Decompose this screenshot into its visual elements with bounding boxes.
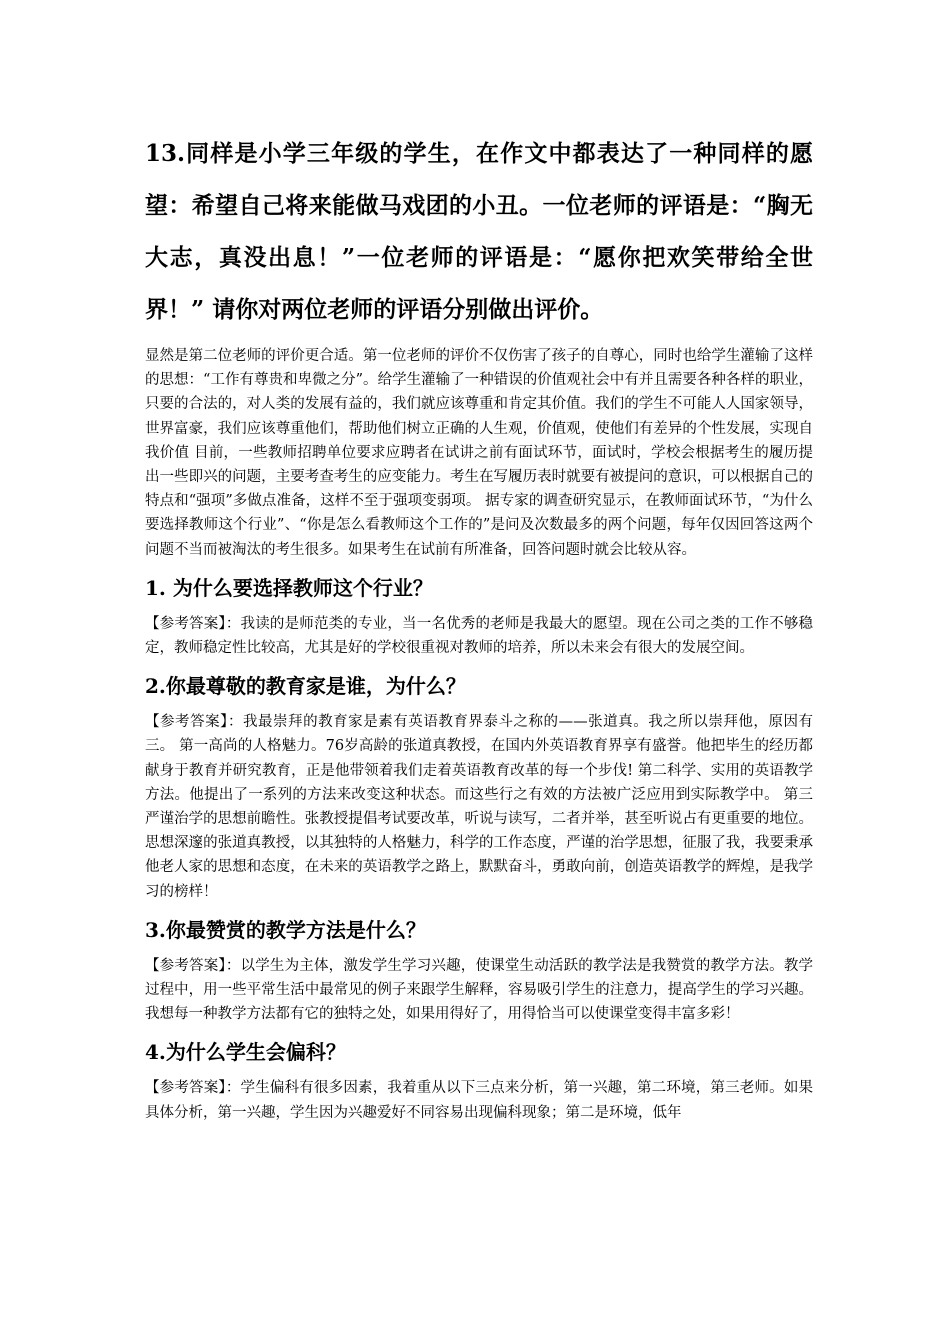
answer-text: ：我最崇拜的教育家是素有英语教育界泰斗之称的——张道真。我之所以崇拜他，原因有三。 第一高尚的人格魅力。76岁高龄的张道真教授，在国内外英语教育界享有盛誉。他把毕生的经历都献身于教育并研究教育，正是他带领着我们走着英语教育改革的每一个步伐! 第二科学、实用的英语教学方法。他提出了一系列的方法来改变这种状态。而这些行之有效的方法被广泛应用到实际教学中。 第三严谨治学的思想前瞻性。张教授提倡考试要改革，听说与读写，二者并举，甚至听说占有更重要的地位。思想深邃的张道真教授，以其独特的人格魅力，科学的工作态度，严谨的治学思想，征服了我，我要秉承他老人家的思想和态度，在未来的英语教学之路上，默默奋斗，勇敢向前，创造英语教学的辉煌，是我学习的榜样！ [145,714,814,900]
question-2-heading: 2.你最尊敬的教育家是谁，为什么？ [145,674,466,699]
question-3-answer [145,954,813,1027]
answer-text: ：学生偏科有很多因素，我着重从以下三点来分析，第一兴趣，第二环境，第三老师。如果具体分析，第一兴趣，学生因为兴趣爱好不同容易出现偏科现象；第二是环境，低年 [145,1080,814,1121]
question-4-heading: 4.为什么学生会偏科？ [145,1040,346,1065]
question-1-heading: 1. 为什么要选择教师这个行业？ [145,575,433,600]
answer-label: 【参考答案】 [145,714,228,731]
answer-text: ：以学生为主体，激发学生学习兴趣，使课堂生动活跃的教学法是我赞赏的教学方法。教学过程中，用一些平常生活中最常见的例子来跟学生解释，容易吸引学生的注意力，提高学生的学习兴趣。我想每一种教学方法都有它的独特之处，如果用得好了，用得恰当可以使课堂变得丰富多彩！ [145,957,814,1023]
question-13-answer: 显然是第二位老师的评价更合适。第一位老师的评价不仅伤害了孩子的自尊心，同时也给学生灌输了这样的思想：“工作有尊贵和卑微之分”。给学生灌输了一种错误的价值观社会中有并且需要各种各样的职业，只要的合法的，对人类的发展有益的，我们就应该尊重和肯定其价值。我们的学生不可能人人国家领导，世界富豪，我们应该尊重他们，帮助他们树立正确的人生观，价值观，使他们有差异的个性发展，实现自我价值 目前，一些教师招聘单位要求应聘者在试讲之前有面试环节，面试时，学校会根据考生的履历提出一些即兴的问题，主要考查考生的应变能力。考生在写履历表时就要有被提问的意识，可以根据自己的特点和“强项”多做点准备，这样不至于强项变弱项。 据专家的调查研究显示，在教师面试环节，“为什么要选择教师这个行业”、“你是怎么看教师这个工作的”是问及次数最多的两个问题，每年仅因回答这两个问题不当而被淘汰的考生很多。如果考生在试前有所准备，回答问题时就会比较从容。 [145,348,813,558]
question-13-title: 13.同样是小学三年级的学生，在作文中都表达了一种同样的愿望：希望自己将来能做马戏团的小丑。一位老师的评语是：“胸无大志，真没出息！”一位老师的评语是：“愿你把欢笑带给全世界！” 请你对两位老师的评语分别做出评价。 [145,140,813,323]
answer-label: 【参考答案】 [145,615,226,632]
question-3-heading: 3.你最赞赏的教学方法是什么？ [145,917,426,942]
question-4-answer [145,1076,813,1124]
answer-label: 【参考答案】 [145,957,226,974]
answer-label: 【参考答案】 [145,1080,226,1097]
question-1-answer [145,612,813,660]
answer-text: ：我读的是师范类的专业，当一名优秀的老师是我最大的愿望。现在公司之类的工作不够稳定，教师稳定性比较高，尤其是好的学校很重视对教师的培养，所以未来会有很大的发展空间。 [145,615,814,657]
question-2-answer [145,710,813,904]
document-content [145,128,813,1125]
